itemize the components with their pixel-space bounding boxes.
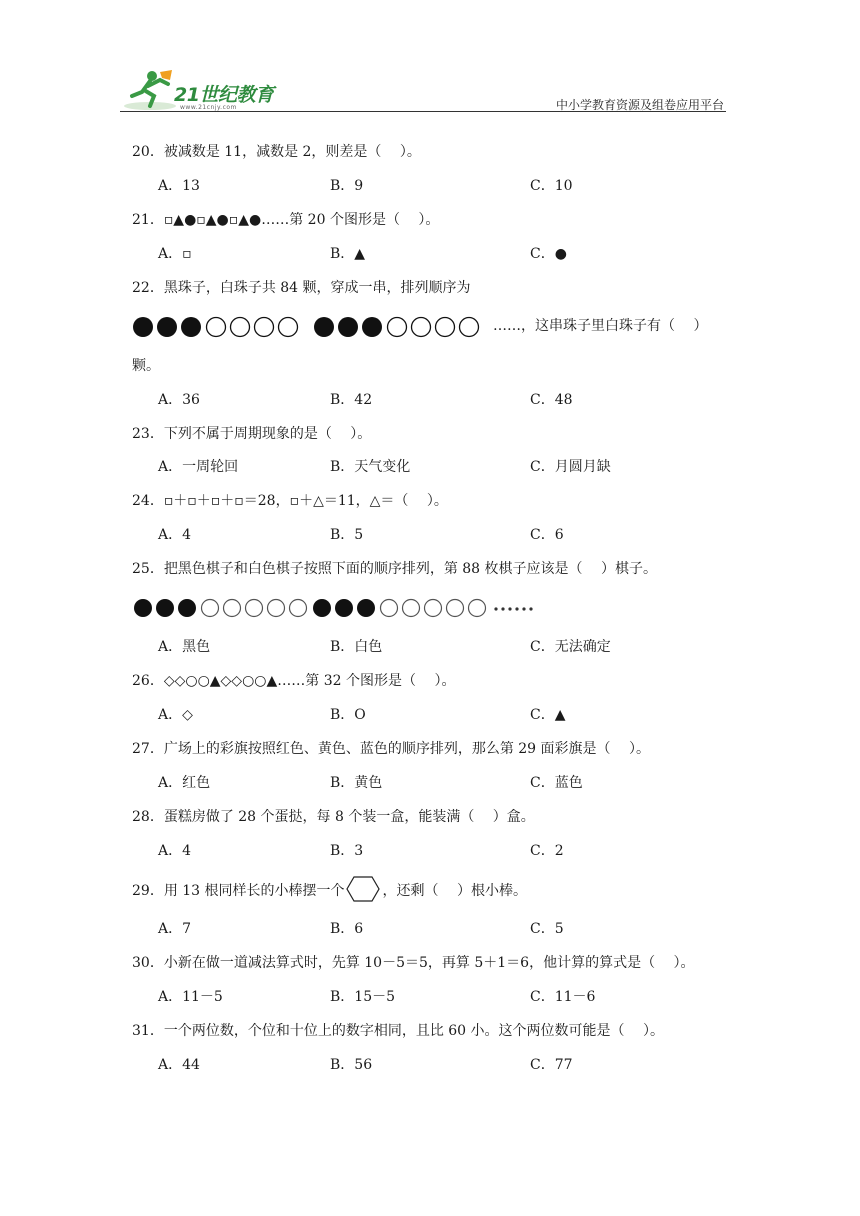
logo-url: www.21cnjy.com (180, 104, 237, 111)
question-22-end: 颗。 (132, 358, 160, 374)
question-29-tail: ，还剩（ ）根小棒。 (382, 883, 527, 899)
q22-option-a[interactable]: A．36 (158, 392, 200, 408)
q22-option-b[interactable]: B．42 (330, 392, 373, 408)
q24-option-c[interactable]: C．6 (530, 527, 564, 543)
q27-option-c[interactable]: C．蓝色 (530, 775, 583, 791)
q21-option-c[interactable]: C．● (530, 246, 567, 262)
header-rule (120, 111, 726, 112)
q29-option-b[interactable]: B．6 (330, 921, 364, 937)
q25-option-a[interactable]: A．黑色 (158, 639, 211, 655)
q31-option-c[interactable]: C．77 (530, 1057, 573, 1073)
q24-option-b[interactable]: B．5 (330, 527, 364, 543)
q28-option-c[interactable]: C．2 (530, 843, 564, 859)
question-26: 26．◇◇○○▲◇◇○○▲……第 32 个图形是（ ）。 (132, 673, 456, 689)
question-24: 24．▫＋▫＋▫＋▫＝28，▫＋△＝11，△＝（ ）。 (132, 493, 448, 509)
question-21: 21．▫▲●▫▲●▫▲●……第 20 个图形是（ ）。 (132, 212, 440, 228)
q20-option-c[interactable]: C．10 (530, 178, 573, 194)
question-20: 20．被减数是 11，减数是 2，则差是（ ）。 (132, 144, 421, 160)
q30-option-c[interactable]: C．11－6 (530, 989, 596, 1005)
bead-pattern-image (132, 316, 492, 338)
question-30: 30．小新在做一道减法算式时，先算 10－5＝5，再算 5＋1＝6，他计算的算式是（ ）。 (132, 955, 695, 971)
question-22: 22．黑珠子，白珠子共 84 颗，穿成一串，排列顺序为 (132, 280, 471, 296)
q29-option-c[interactable]: C．5 (530, 921, 564, 937)
q21-option-a[interactable]: A．▫ (158, 246, 192, 262)
q27-option-b[interactable]: B．黄色 (330, 775, 383, 791)
q28-option-a[interactable]: A．4 (158, 843, 192, 859)
q30-option-a[interactable]: A．11－5 (158, 989, 223, 1005)
chess-piece-pattern-image (132, 597, 542, 623)
question-29 (132, 879, 527, 903)
q28-option-b[interactable]: B．3 (330, 843, 364, 859)
q29-option-a[interactable]: A．7 (158, 921, 192, 937)
q31-option-a[interactable]: A．44 (158, 1057, 200, 1073)
q23-option-b[interactable]: B．天气变化 (330, 459, 411, 475)
q24-option-a[interactable]: A．4 (158, 527, 192, 543)
runner-icon (120, 66, 180, 112)
question-23: 23．下列不属于周期现象的是（ ）。 (132, 426, 372, 442)
question-27: 27．广场上的彩旗按照红色、黄色、蓝色的顺序排列，那么第 29 面彩旗是（ ）。 (132, 741, 650, 757)
logo-text: 21世纪教育 (174, 84, 274, 106)
q26-option-a[interactable]: A．◇ (158, 707, 193, 723)
question-22-tail: ……，这串珠子里白珠子有（ ） (493, 318, 708, 334)
q22-option-c[interactable]: C．48 (530, 392, 573, 408)
logo (120, 66, 300, 112)
q26-option-b[interactable]: B．O (330, 707, 366, 723)
q30-option-b[interactable]: B．15－5 (330, 989, 396, 1005)
q21-option-b[interactable]: B．▲ (330, 246, 366, 262)
q25-option-c[interactable]: C．无法确定 (530, 639, 611, 655)
page-header (120, 66, 726, 112)
question-25: 25．把黑色棋子和白色棋子按照下面的顺序排列，第 88 枚棋子应该是（ ）棋子。 (132, 561, 657, 577)
q23-option-c[interactable]: C．月圆月缺 (530, 459, 611, 475)
q20-option-b[interactable]: B．9 (330, 178, 364, 194)
q25-option-b[interactable]: B．白色 (330, 639, 383, 655)
question-29-stem: 29．用 13 根同样长的小棒摆一个 (132, 883, 345, 899)
platform-title: 中小学教育资源及组卷应用平台 (555, 98, 724, 112)
question-31: 31．一个两位数，个位和十位上的数字相同，且比 60 小。这个两位数可能是（ ）。 (132, 1023, 664, 1039)
q27-option-a[interactable]: A．红色 (158, 775, 211, 791)
q23-option-a[interactable]: A．一周轮回 (158, 459, 239, 475)
q31-option-b[interactable]: B．56 (330, 1057, 373, 1073)
hexagon-icon (345, 875, 381, 903)
q26-option-c[interactable]: C．▲ (530, 707, 566, 723)
question-28: 28．蛋糕房做了 28 个蛋挞，每 8 个装一盒，能装满（ ）盒。 (132, 809, 535, 825)
q20-option-a[interactable]: A．13 (158, 178, 200, 194)
